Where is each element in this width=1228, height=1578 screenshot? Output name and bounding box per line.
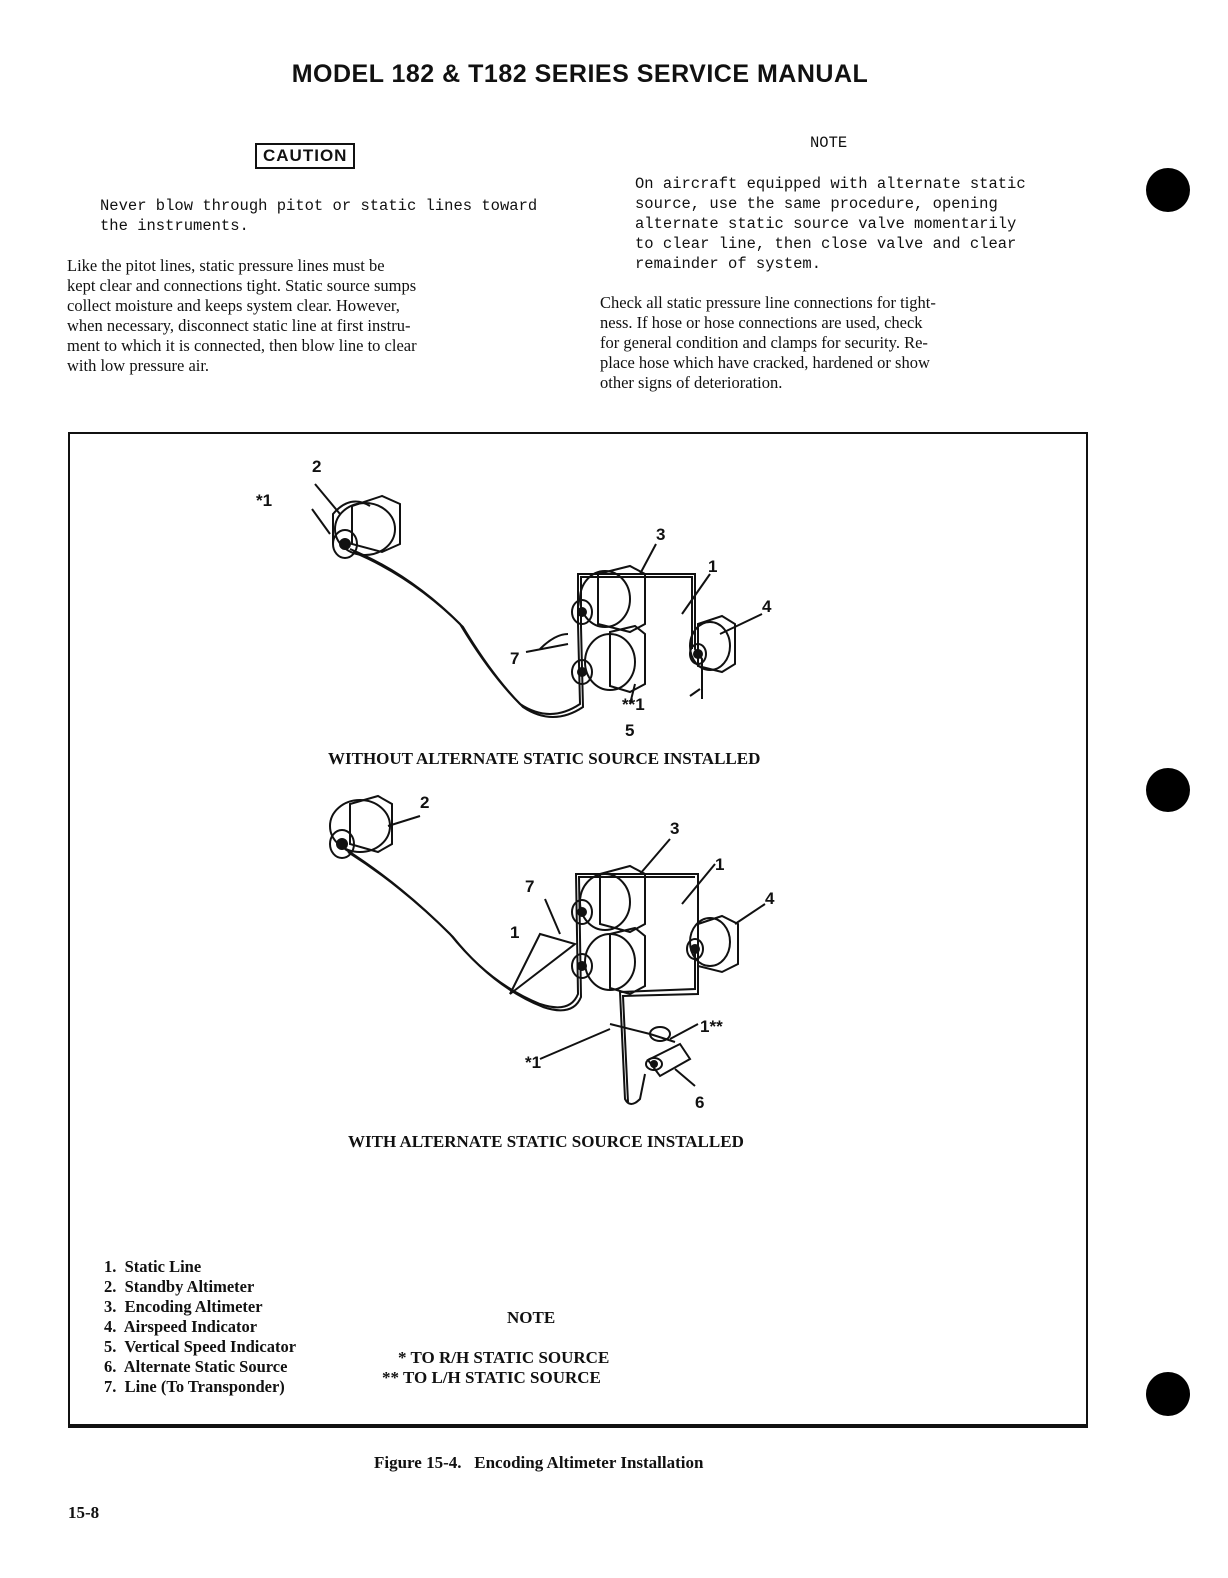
vsi-bottom [572, 928, 645, 994]
top-diagram-caption: WITHOUT ALTERNATE STATIC SOURCE INSTALLED [328, 749, 761, 768]
figure-caption: Figure 15-4. Encoding Altimeter Installation [374, 1453, 704, 1472]
note-label: NOTE [810, 134, 848, 152]
callout-dstar1-top: **1 [622, 695, 645, 714]
callout-4-top: 4 [762, 597, 772, 616]
callout-dstar1-bottom: 1** [700, 1017, 723, 1036]
binder-hole [1146, 768, 1190, 812]
callout-1b-bottom: 1 [510, 923, 520, 942]
callout-star1-top: *1 [256, 491, 273, 510]
binder-hole [1146, 1372, 1190, 1416]
standby-altimeter-bottom [330, 796, 392, 858]
callout-3-bottom: 3 [670, 819, 680, 838]
figure-legend: 1. Static Line 2. Standby Altimeter 3. Encoding Altimeter 4. Airspeed Indicator 5. Vertical Speed Indicator 6. Alternate Static Source 7. Line (To Transponder) [104, 1257, 297, 1396]
figure-note-line2: ** TO L/H STATIC SOURCE [382, 1368, 601, 1387]
standby-altimeter-top [333, 496, 400, 558]
caution-label: CAUTION [255, 143, 355, 169]
callout-7-top: 7 [510, 649, 520, 668]
bottom-diagram-caption: WITH ALTERNATE STATIC SOURCE INSTALLED [348, 1132, 744, 1151]
callout-7-bottom: 7 [525, 877, 535, 896]
page-number: 15-8 [68, 1503, 100, 1522]
left-paragraph: Like the pitot lines, static pressure lines must be kept clear and connections tight. Static source sumps collect moisture and keeps system clear. However, when necessary, disconnect static line at first instru- ment to which it is connected, then blow line to clear with low pressure air. [67, 256, 417, 375]
page-header: MODEL 182 & T182 SERIES SERVICE MANUAL [291, 60, 869, 88]
figure-note-line1: * TO R/H STATIC SOURCE [398, 1348, 610, 1367]
callout-star1-bottom: *1 [525, 1053, 542, 1072]
encoding-altimeter-bottom [572, 866, 645, 932]
callout-6-bottom: 6 [695, 1093, 705, 1112]
callout-1a-bottom: 1 [715, 855, 725, 874]
callout-5-top: 5 [625, 721, 635, 740]
callout-1-top: 1 [708, 557, 718, 576]
caution-text: Never blow through pitot or static lines toward the instruments. [100, 197, 538, 235]
encoding-altimeter-top [572, 566, 645, 632]
figure-note-label: NOTE [507, 1308, 556, 1327]
callout-2-bottom: 2 [420, 793, 430, 812]
callout-2-top: 2 [312, 457, 322, 476]
binder-hole [1146, 168, 1190, 212]
right-paragraph: Check all static pressure line connections for tight- ness. If hose or hose connections are used, check for general condition and clamps for security. Re- place hose which have cracked, hardened or show other signs of deterioration. [600, 293, 936, 392]
figure-frame [68, 432, 1088, 1428]
callout-4-bottom: 4 [765, 889, 775, 908]
airspeed-top [690, 616, 735, 672]
note-text: On aircraft equipped with alternate static source, use the same procedure, opening alternate static source valve momentarily to clear line, then close valve and clear remainder of system. [635, 175, 1026, 273]
callout-3-top: 3 [656, 525, 666, 544]
